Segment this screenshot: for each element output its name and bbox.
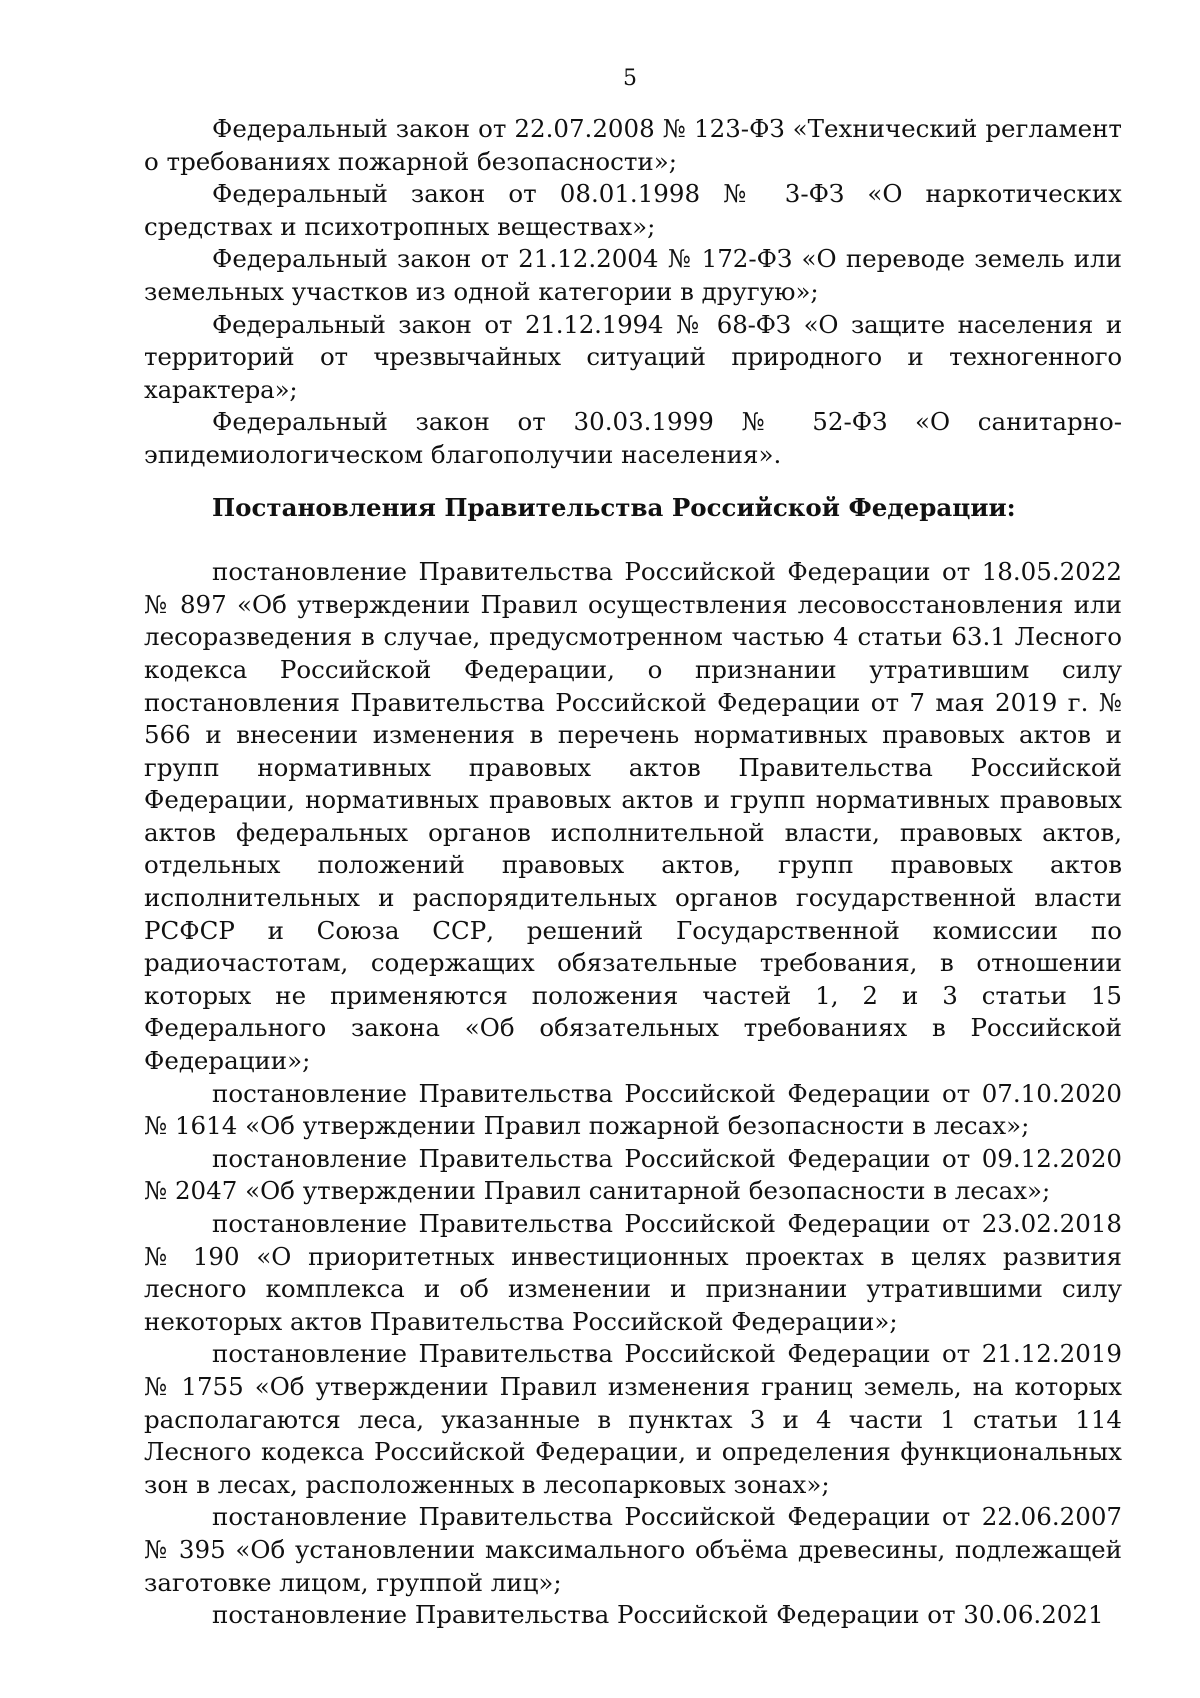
resolution-paragraph: постановление Правительства Российской Федерации от 23.02.2018 № 190 «О приоритетных инвестиционных проектах в целях развития лесного комплекса и об изменении и признании утратившими силу некоторых актов Правительства Российской Федерации»;: [144, 1209, 1122, 1336]
document-body: [144, 113, 1122, 1632]
page-number: 5: [623, 66, 637, 91]
law-paragraph: Федеральный закон от 22.07.2008 № 123-ФЗ «Технический регламент о требованиях пожарной безопасности»;: [144, 114, 1122, 176]
law-paragraph: Федеральный закон от 08.01.1998 № 3-ФЗ «О наркотических средствах и психотропных веществах»;: [144, 179, 1122, 241]
resolution-paragraph: постановление Правительства Российской Федерации от 21.12.2019 № 1755 «Об утверждении Правил изменения границ земель, на которых располагаются леса, указанные в пунктах 3 и 4 части 1 статьи 114 Лесного кодекса Российской Федерации, и определения функциональных зон в лесах, расположенных в лесопарковых зонах»;: [144, 1339, 1122, 1499]
resolution-paragraph: постановление Правительства Российской Федерации от 18.05.2022 № 897 «Об утверждении Правил осуществления лесовосстановления или лесоразведения в случае, предусмотренном частью 4 статьи 63.1 Лесного кодекса Российской Федерации, о признании утратившим силу постановления Правительства Российской Федерации от 7 мая 2019 г. № 566 и внесении изменения в перечень нормативных правовых актов и групп нормативных правовых актов Правительства Российской Федерации, нормативных правовых актов и групп нормативных правовых актов федеральных органов исполнительной власти, правовых актов, отдельных положений правовых актов, групп правовых актов исполнительных и распорядительных органов государственной власти РСФСР и Союза ССР, решений Государственной комиссии по радиочастотам, содержащих обязательные требования, в отношении которых не применяются положения частей 1, 2 и 3 статьи 15 Федерального закона «Об обязательных требованиях в Российской Федерации»;: [144, 557, 1122, 1076]
section-heading: Постановления Правительства Российской Федерации:: [212, 492, 1016, 522]
law-paragraph: Федеральный закон от 21.12.2004 № 172-ФЗ «О переводе земель или земельных участков из одной категории в другую»;: [144, 244, 1122, 306]
resolution-paragraph: постановление Правительства Российской Федерации от 30.06.2021: [212, 1600, 1104, 1630]
law-paragraph: Федеральный закон от 21.12.1994 № 68-ФЗ «О защите населения и территорий от чрезвычайных ситуаций природного и техногенного характера»;: [144, 309, 1122, 404]
resolution-paragraph: постановление Правительства Российской Федерации от 22.06.2007 № 395 «Об установлении максимального объёма древесины, подлежащей заготовке лицом, группой лиц»;: [144, 1502, 1122, 1597]
law-paragraph: Федеральный закон от 30.03.1999 № 52-ФЗ «О санитарно-эпидемиологическом благополучии населения».: [144, 407, 1122, 469]
resolution-paragraph: постановление Правительства Российской Федерации от 07.10.2020 № 1614 «Об утверждении Правил пожарной безопасности в лесах»;: [144, 1078, 1122, 1141]
resolution-paragraph: постановление Правительства Российской Федерации от 09.12.2020 № 2047 «Об утверждении Правил санитарной безопасности в лесах»;: [144, 1143, 1122, 1206]
